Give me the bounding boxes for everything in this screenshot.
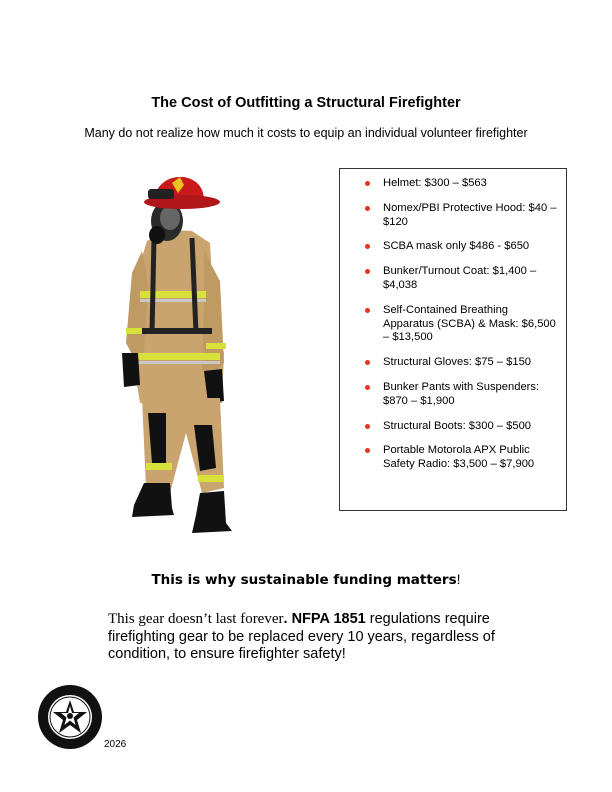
bullet-icon [365,424,370,429]
cost-list [356,177,558,472]
list-item: Structural Boots: $300 – $500 [356,420,558,434]
bullet-icon [365,385,370,390]
firefighter-illustration [112,163,262,543]
page-subtitle: Many do not realize how much it costs to equip an individual volunteer firefighter [84,126,528,140]
list-item: Nomex/PBI Protective Hood: $40 – $120 [356,202,558,230]
funding-statement: This is why sustainable funding matters! [151,571,461,588]
gear-replacement-note: This gear doesn’t last forever. NFPA 1851 regulations require firefighting gear to be replaced every 10 years, regardless of condition, to ensure firefighter safety! [108,611,495,662]
list-item: Structural Gloves: $75 – $150 [356,356,558,370]
list-item: Bunker/Turnout Coat: $1,400 – $4,038 [356,265,558,293]
bullet-icon [365,269,370,274]
year-label: 2026 [104,739,127,750]
list-item: Helmet: $300 – $563 [356,177,558,191]
list-item: SCBA mask only $486 - $650 [356,240,558,254]
bullet-icon [365,206,370,211]
bullet-icon [365,308,370,313]
cost-list-box [339,168,567,511]
page-title: The Cost of Outfitting a Structural Firefighter [151,95,461,111]
star-seal-icon [37,684,103,750]
bullet-icon [365,360,370,365]
bullet-icon [365,244,370,249]
bullet-icon [365,181,370,186]
bullet-icon [365,448,370,453]
list-item: Self-Contained Breathing Apparatus (SCBA) & Mask: $6,500 – $13,500 [356,304,558,345]
list-item: Bunker Pants with Suspenders: $870 – $1,900 [356,381,558,409]
list-item: Portable Motorola APX Public Safety Radio: $3,500 – $7,900 [356,444,558,472]
